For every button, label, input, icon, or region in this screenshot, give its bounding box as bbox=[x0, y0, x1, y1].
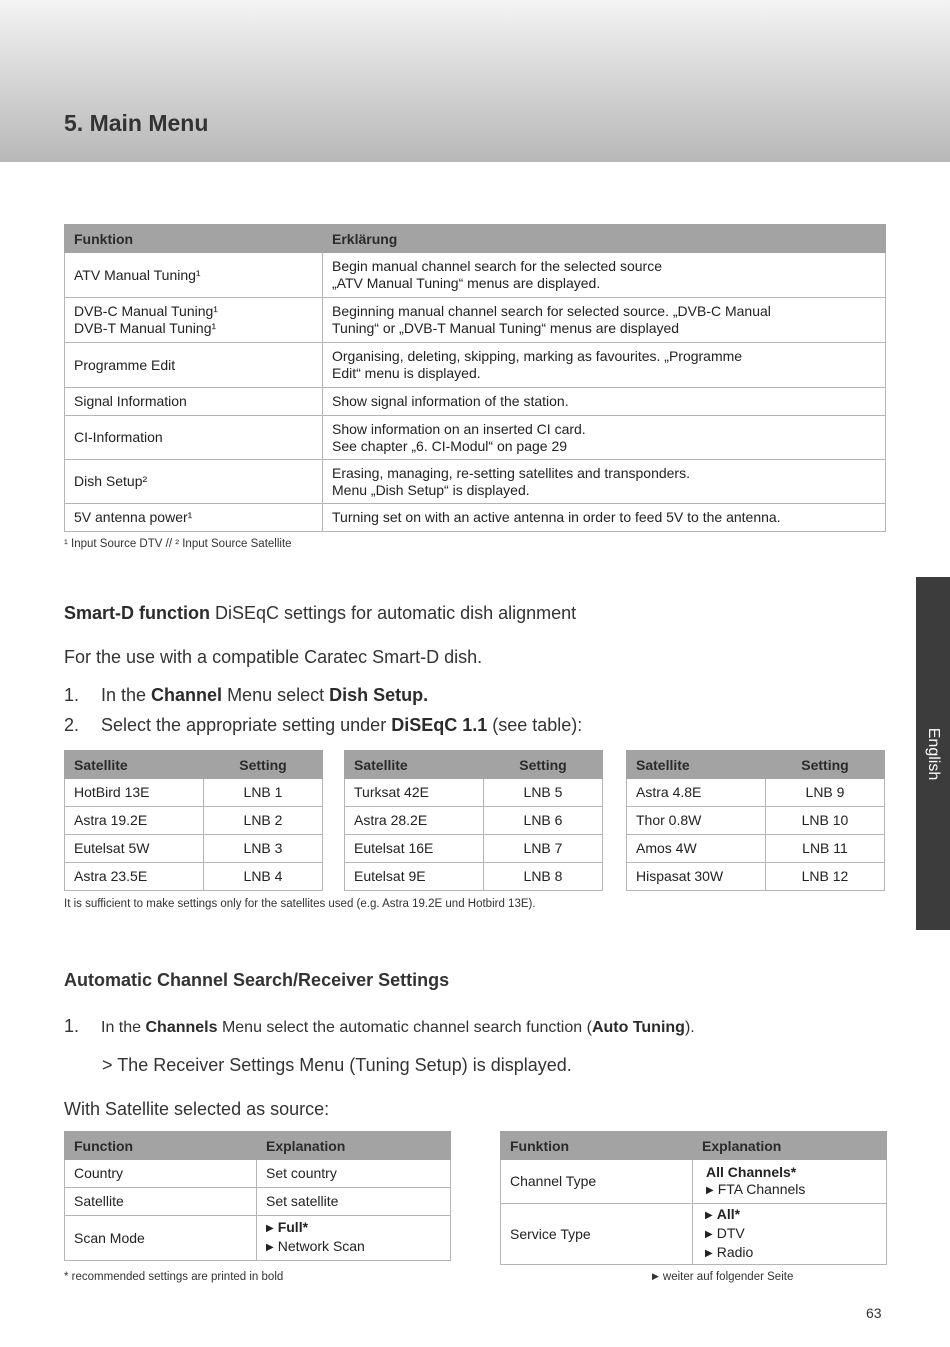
table-row bbox=[627, 863, 885, 891]
page-number: 63 bbox=[866, 1305, 882, 1321]
table-header-row bbox=[345, 751, 603, 779]
triangle-right-icon: ▶ bbox=[705, 1209, 713, 1221]
function-cell: Satellite bbox=[65, 1188, 257, 1216]
explanation-cell: Beginning manual channel search for selected source. „DVB-C Manual Tuning“ or „DVB-T Manual Tuning“ menus are displayed bbox=[323, 298, 886, 343]
language-tab-label: English bbox=[925, 727, 942, 780]
table-row bbox=[627, 779, 885, 807]
satellite-cell: Astra 4.8E bbox=[627, 779, 766, 807]
page-title: 5. Main Menu bbox=[64, 110, 209, 136]
continued-note: ▶ weiter auf folgender Seite bbox=[652, 1271, 794, 1283]
function-cell: Programme Edit bbox=[65, 343, 323, 388]
table-row bbox=[65, 298, 886, 343]
triangle-right-icon: ▶ bbox=[266, 1242, 274, 1253]
satellite-cell: Thor 0.8W bbox=[627, 807, 766, 835]
explanation-cell: Set country bbox=[257, 1160, 451, 1188]
auto-result: > The Receiver Settings Menu (Tuning Setup) is displayed. bbox=[102, 1055, 572, 1075]
function-cell: Country bbox=[65, 1160, 257, 1188]
satellite-cell: Astra 19.2E bbox=[65, 807, 204, 835]
function-cell: Dish Setup² bbox=[65, 460, 323, 504]
explanation-cell: ▶ All* ▶ DTV ▶ Radio bbox=[693, 1204, 887, 1265]
language-tab bbox=[916, 577, 950, 930]
table-row bbox=[345, 835, 603, 863]
smartd-step-1: 1. In the Channel Menu select Dish Setup. bbox=[64, 685, 429, 705]
table-header-row bbox=[65, 1132, 451, 1160]
channel-type-table bbox=[500, 1131, 887, 1265]
explanation-cell: Turning set on with an active antenna in order to feed 5V to the antenna. bbox=[323, 504, 886, 532]
function-cell: Signal Information bbox=[65, 388, 323, 416]
column-header-setting: Setting bbox=[766, 751, 885, 779]
satellite-cell: Astra 28.2E bbox=[345, 807, 484, 835]
triangle-right-icon: ▶ bbox=[705, 1228, 713, 1240]
setting-cell: LNB 8 bbox=[484, 863, 603, 891]
column-header-explanation: Explanation bbox=[257, 1132, 451, 1160]
table-row bbox=[65, 253, 886, 298]
smartd-step-2: 2. Select the appropriate setting under DiSEqC 1.1 (see table): bbox=[64, 715, 583, 735]
explanation-cell: All Channels* ▶ FTA Channels bbox=[693, 1160, 887, 1204]
setting-cell: LNB 12 bbox=[766, 863, 885, 891]
function-cell: Channel Type bbox=[501, 1160, 693, 1204]
column-header-setting: Setting bbox=[484, 751, 603, 779]
table-row bbox=[65, 1216, 451, 1261]
table-header-row bbox=[501, 1132, 887, 1160]
table-row bbox=[345, 779, 603, 807]
explanation-cell: Begin manual channel search for the selected source „ATV Manual Tuning“ menus are displayed. bbox=[323, 253, 886, 298]
column-header-explanation: Explanation bbox=[693, 1132, 887, 1160]
function-cell: Scan Mode bbox=[65, 1216, 257, 1261]
table-row bbox=[627, 807, 885, 835]
table-row bbox=[65, 1188, 451, 1216]
smartd-title: Smart-D function DiSEqC settings for automatic dish alignment bbox=[64, 603, 577, 623]
setting-cell: LNB 10 bbox=[766, 807, 885, 835]
setting-cell: LNB 11 bbox=[766, 835, 885, 863]
table-header-row bbox=[65, 225, 886, 253]
column-header-satellite: Satellite bbox=[65, 751, 204, 779]
receiver-settings-table bbox=[64, 1131, 451, 1261]
explanation-cell: Erasing, managing, re-setting satellites and transponders. Menu „Dish Setup“ is displayed. bbox=[323, 460, 886, 504]
main-menu-table bbox=[64, 224, 886, 532]
function-cell: 5V antenna power¹ bbox=[65, 504, 323, 532]
column-header-function: Function bbox=[65, 1132, 257, 1160]
explanation-cell: ▶ Full* ▶ Network Scan bbox=[257, 1216, 451, 1261]
function-cell: DVB-C Manual Tuning¹ DVB-T Manual Tuning¹ bbox=[65, 298, 323, 343]
setting-cell: LNB 7 bbox=[484, 835, 603, 863]
setting-cell: LNB 9 bbox=[766, 779, 885, 807]
auto-step-1: 1. In the Channels Menu select the automatic channel search function (Auto Tuning). bbox=[64, 1016, 695, 1036]
setting-cell: LNB 1 bbox=[204, 779, 323, 807]
function-cell: Service Type bbox=[501, 1204, 693, 1265]
table-row bbox=[501, 1204, 887, 1265]
function-cell: ATV Manual Tuning¹ bbox=[65, 253, 323, 298]
satellite-source-label: With Satellite selected as source: bbox=[64, 1099, 330, 1119]
satellite-table-3 bbox=[626, 750, 885, 891]
satellite-table-2 bbox=[344, 750, 603, 891]
table-row bbox=[65, 343, 886, 388]
column-header-satellite: Satellite bbox=[345, 751, 484, 779]
table-row bbox=[65, 460, 886, 504]
setting-cell: LNB 2 bbox=[204, 807, 323, 835]
recommended-footnote: * recommended settings are printed in bold bbox=[64, 1271, 284, 1283]
explanation-cell: Show signal information of the station. bbox=[323, 388, 886, 416]
table-row bbox=[65, 835, 323, 863]
auto-search-title: Automatic Channel Search/Receiver Settings bbox=[64, 970, 450, 990]
satellite-cell: Eutelsat 9E bbox=[345, 863, 484, 891]
column-header-function: Funktion bbox=[501, 1132, 693, 1160]
setting-cell: LNB 4 bbox=[204, 863, 323, 891]
table-header-row bbox=[627, 751, 885, 779]
table-footnote: ¹ Input Source DTV // ² Input Source Satellite bbox=[64, 538, 292, 550]
setting-cell: LNB 5 bbox=[484, 779, 603, 807]
satellite-cell: Eutelsat 5W bbox=[65, 835, 204, 863]
function-cell: CI-Information bbox=[65, 416, 323, 460]
satellite-table-1 bbox=[64, 750, 323, 891]
triangle-right-icon: ▶ bbox=[705, 1247, 713, 1259]
triangle-right-icon: ▶ bbox=[706, 1184, 714, 1196]
satellite-cell: Turksat 42E bbox=[345, 779, 484, 807]
table-row bbox=[65, 779, 323, 807]
table-header-row bbox=[65, 751, 323, 779]
satellite-cell: Hispasat 30W bbox=[627, 863, 766, 891]
table-row bbox=[65, 807, 323, 835]
column-header-satellite: Satellite bbox=[627, 751, 766, 779]
satellite-cell: Amos 4W bbox=[627, 835, 766, 863]
satellite-cell: HotBird 13E bbox=[65, 779, 204, 807]
table-row bbox=[65, 1160, 451, 1188]
table-row bbox=[345, 807, 603, 835]
table-row bbox=[345, 863, 603, 891]
column-header-function: Funktion bbox=[65, 225, 323, 253]
satellite-cell: Eutelsat 16E bbox=[345, 835, 484, 863]
explanation-cell: Set satellite bbox=[257, 1188, 451, 1216]
satellite-note: It is sufficient to make settings only for the satellites used (e.g. Astra 19.2E und Hotbird 13E). bbox=[64, 898, 536, 910]
table-row bbox=[65, 416, 886, 460]
setting-cell: LNB 3 bbox=[204, 835, 323, 863]
explanation-cell: Show information on an inserted CI card. See chapter „6. CI-Modul“ on page 29 bbox=[323, 416, 886, 460]
triangle-right-icon: ▶ bbox=[266, 1223, 274, 1234]
column-header-explanation: Erklärung bbox=[323, 225, 886, 253]
setting-cell: LNB 6 bbox=[484, 807, 603, 835]
table-row bbox=[65, 863, 323, 891]
column-header-setting: Setting bbox=[204, 751, 323, 779]
explanation-cell: Organising, deleting, skipping, marking as favourites. „Programme Edit“ menu is displayed. bbox=[323, 343, 886, 388]
table-row bbox=[65, 504, 886, 532]
smartd-intro: For the use with a compatible Caratec Smart-D dish. bbox=[64, 647, 483, 667]
table-row bbox=[65, 388, 886, 416]
table-row bbox=[627, 835, 885, 863]
table-row bbox=[501, 1160, 887, 1204]
satellite-cell: Astra 23.5E bbox=[65, 863, 204, 891]
triangle-right-icon: ▶ bbox=[652, 1271, 659, 1281]
page-header bbox=[0, 0, 950, 162]
